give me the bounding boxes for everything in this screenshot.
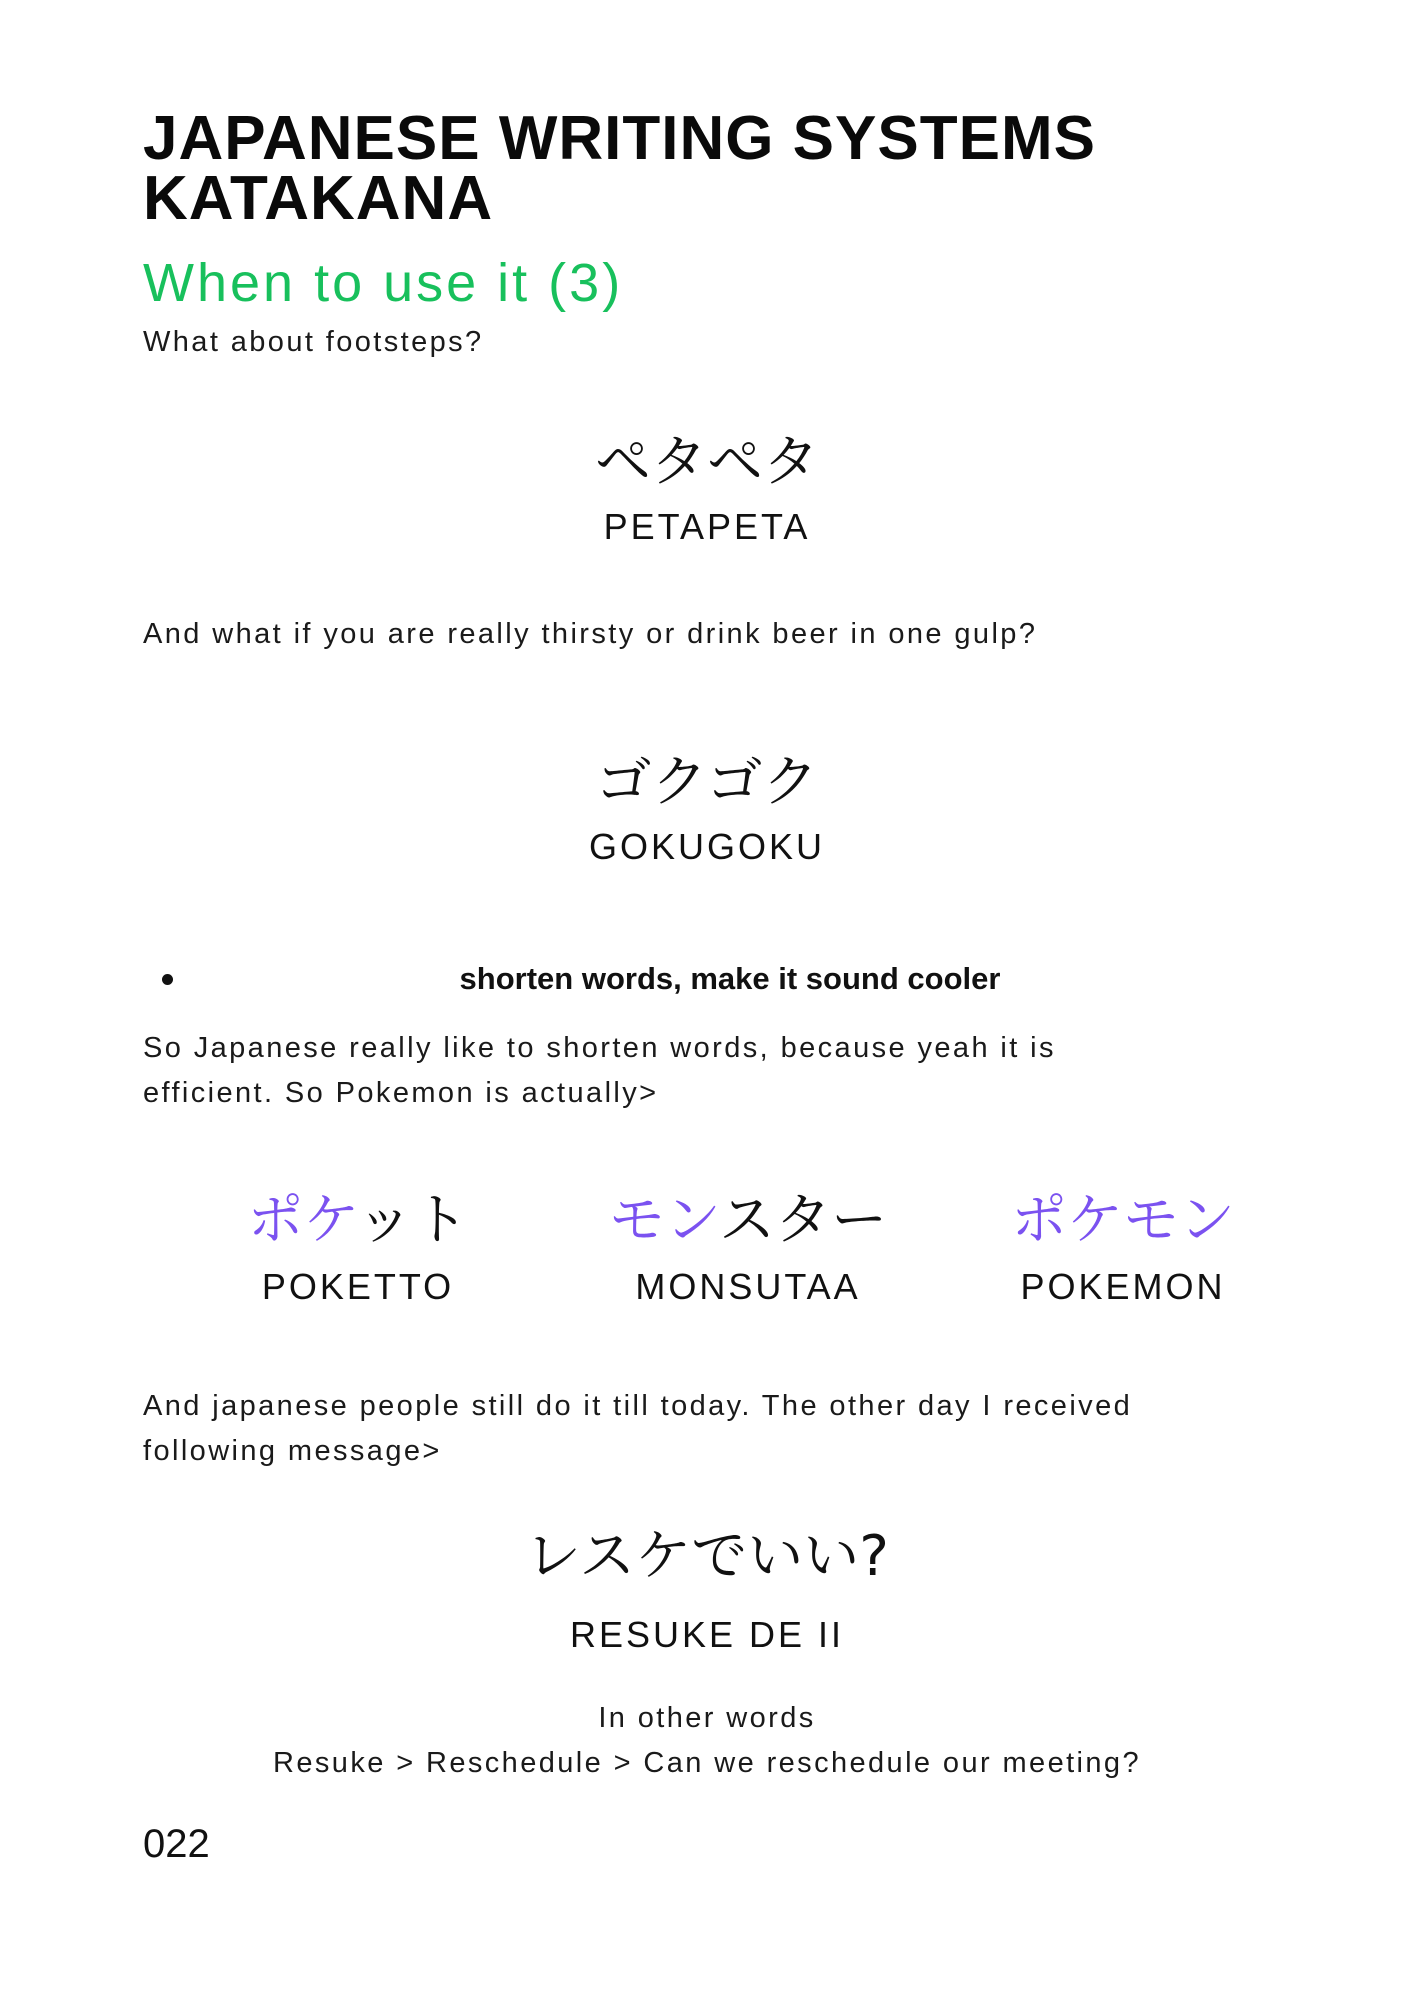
romaji-poketto: POKETTO bbox=[261, 1266, 455, 1307]
katakana-petapeta: ペタペタ bbox=[595, 430, 819, 495]
page-title: JAPANESE WRITING SYSTEMS bbox=[143, 104, 1096, 173]
today-line2: following message> bbox=[143, 1435, 442, 1467]
question-text: And what if you are really thirsty or drink beer in one gulp? bbox=[143, 618, 1038, 650]
highlight-poke: ポケ bbox=[247, 1188, 357, 1253]
katakana-pokemon bbox=[978, 1186, 1268, 1256]
bullet-dot bbox=[162, 974, 173, 985]
katakana-poketto bbox=[208, 1186, 508, 1256]
page-title-katakana: KATAKANA bbox=[143, 164, 494, 233]
katakana-monsutaa bbox=[578, 1186, 918, 1256]
meaning-line2: Resuke > Reschedule > Can we reschedule our meeting? bbox=[273, 1747, 1141, 1779]
romaji-resuke: RESUKE DE II bbox=[569, 1614, 845, 1655]
highlight-pokemon: ポケモン bbox=[1011, 1188, 1235, 1253]
explanation-line2: efficient. So Pokemon is actually> bbox=[143, 1077, 659, 1109]
bullet-heading: shorten words, make it sound cooler bbox=[459, 961, 1001, 996]
romaji-monsutaa: MONSUTAA bbox=[635, 1266, 861, 1307]
romaji-gokugoku: GOKUGOKU bbox=[588, 826, 826, 867]
rest-sutaa: スター bbox=[719, 1188, 888, 1253]
explanation-line1: So Japanese really like to shorten words, because yeah it is bbox=[143, 1032, 1056, 1064]
katakana-gokugoku: ゴクゴク bbox=[595, 750, 819, 815]
intro-text: What about footsteps? bbox=[143, 326, 484, 358]
romaji-pokemon: POKEMON bbox=[1020, 1266, 1226, 1307]
meaning-line1: In other words bbox=[598, 1702, 816, 1734]
today-line1: And japanese people still do it till today. The other day I received bbox=[143, 1390, 1133, 1422]
rest-tto: ット bbox=[356, 1188, 469, 1253]
highlight-mon: モン bbox=[608, 1188, 720, 1253]
romaji-petapeta: PETAPETA bbox=[603, 506, 811, 547]
page-number: 022 bbox=[143, 1822, 210, 1866]
message-resuke: レスケでいい? bbox=[524, 1524, 890, 1589]
section-subtitle: When to use it (3) bbox=[143, 253, 624, 313]
